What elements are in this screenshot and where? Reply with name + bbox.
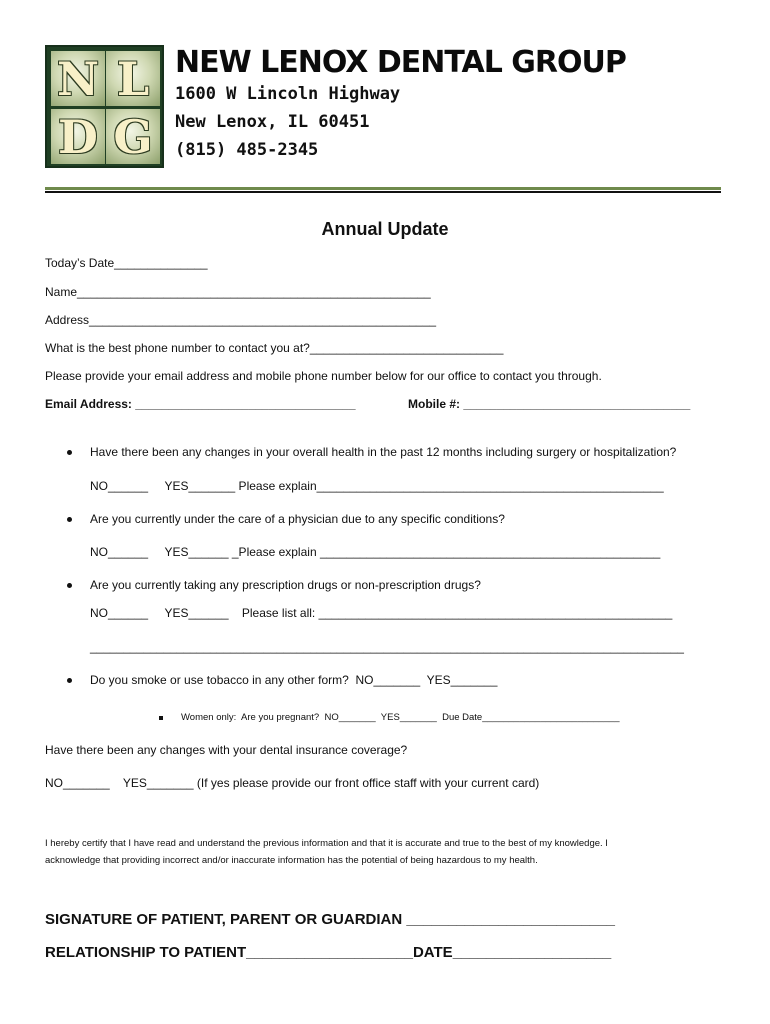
address-field[interactable]: Address____________________________________________________ bbox=[45, 313, 437, 327]
question-pregnancy[interactable]: Women only: Are you pregnant? NO_______ YES_______ Due Date__________________________ bbox=[181, 712, 620, 723]
certification-text-line2: acknowledge that providing incorrect and/or inaccurate information has the potential of being hazardous to my health. bbox=[45, 855, 538, 866]
best-phone-field[interactable]: What is the best phone number to contact you at?_____________________________ bbox=[45, 341, 504, 355]
bullet-icon bbox=[67, 583, 72, 588]
clinic-logo bbox=[45, 45, 164, 168]
question-insurance-changes: Have there been any changes with your dental insurance coverage? bbox=[45, 743, 408, 757]
clinic-name: NEW LENOX DENTAL GROUP bbox=[175, 45, 626, 80]
clinic-address-line2: New Lenox, IL 60451 bbox=[175, 112, 370, 132]
answer-physician-care[interactable]: NO______ YES______ _Please explain ___________________________________________________ bbox=[90, 545, 661, 559]
signature-field[interactable]: SIGNATURE OF PATIENT, PARENT OR GUARDIAN _________________________ bbox=[45, 911, 615, 928]
logo-letter-l: L bbox=[106, 51, 160, 106]
header-rule-green bbox=[45, 187, 721, 190]
question-prescription-drugs: Are you currently taking any prescription drugs or non-prescription drugs? bbox=[90, 578, 481, 592]
bullet-icon bbox=[67, 678, 72, 683]
name-field[interactable]: Name_____________________________________________________ bbox=[45, 285, 431, 299]
certification-text-line1: I hereby certify that I have read and understand the previous information and that it is accurate and true to the best of my knowledge. I bbox=[45, 838, 608, 849]
question-health-changes: Have there been any changes in your overall health in the past 12 months including surgery or hospitalization? bbox=[90, 445, 677, 459]
answer-health-changes[interactable]: NO______ YES_______ Please explain____________________________________________________ bbox=[90, 479, 664, 493]
email-address-field[interactable]: Email Address: _________________________________ bbox=[45, 397, 356, 411]
answer-prescription-drugs[interactable]: NO______ YES______ Please list all: _____________________________________________________ bbox=[90, 606, 673, 620]
email-mobile-instructions: Please provide your email address and mobile phone number below for our office to contact you through. bbox=[45, 369, 602, 383]
square-bullet-icon bbox=[159, 716, 163, 720]
logo-letter-d: D bbox=[51, 109, 105, 164]
mobile-number-field[interactable]: Mobile #: __________________________________ bbox=[408, 397, 691, 411]
bullet-icon bbox=[67, 517, 72, 522]
bullet-icon bbox=[67, 450, 72, 455]
question-physician-care: Are you currently under the care of a physician due to any specific conditions? bbox=[90, 512, 505, 526]
answer-insurance-changes[interactable]: NO_______ YES_______ (If yes please provide our front office staff with your current card) bbox=[45, 776, 540, 790]
clinic-phone: (815) 485-2345 bbox=[175, 140, 319, 160]
logo-letter-g: G bbox=[106, 109, 160, 164]
clinic-address-line1: 1600 W Lincoln Highway bbox=[175, 84, 401, 104]
header-rule-black bbox=[45, 191, 721, 193]
answer-prescription-drugs-extra-line[interactable]: _________________________________________________________________________________________ bbox=[90, 640, 684, 654]
relationship-date-field[interactable]: RELATIONSHIP TO PATIENT____________________DATE___________________ bbox=[45, 944, 612, 961]
todays-date-field[interactable]: Today’s Date______________ bbox=[45, 256, 208, 270]
logo-letter-n: N bbox=[51, 51, 105, 106]
form-title: Annual Update bbox=[321, 219, 449, 239]
question-tobacco-use[interactable]: Do you smoke or use tobacco in any other form? NO_______ YES_______ bbox=[90, 673, 498, 687]
